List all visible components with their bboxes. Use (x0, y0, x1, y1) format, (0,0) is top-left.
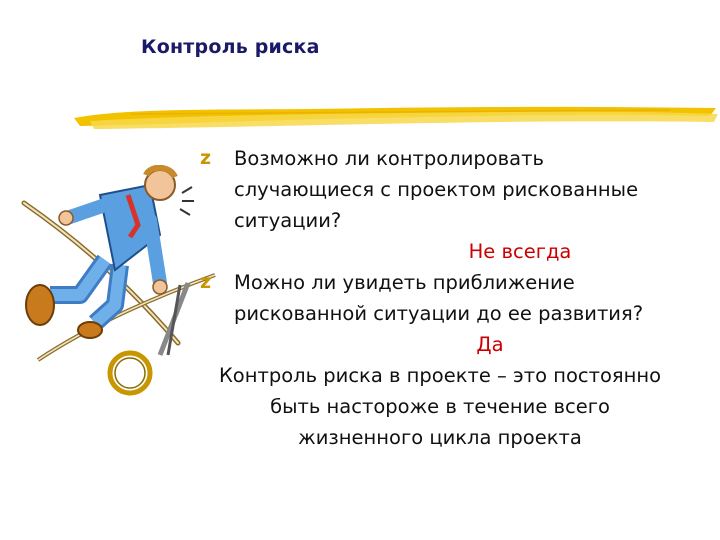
conclusion-text (200, 360, 710, 453)
bullet-question-foresee (200, 267, 710, 329)
bullet-line: Можно ли увидеть приближение (234, 271, 575, 294)
bullet-line: ситуации? (234, 209, 342, 232)
bullet-question-control (200, 143, 710, 236)
brush-stroke-divider (70, 100, 720, 136)
answer-not-always: Не всегда (468, 240, 572, 263)
bullet-icon: z (200, 147, 212, 169)
bullet-line: случающиеся с проектом рискованные (234, 178, 639, 201)
slide-body (200, 143, 710, 453)
answer-yes: Да (476, 333, 504, 356)
conclusion-line: жизненного цикла проекта (298, 426, 582, 449)
bullet-line: рискованной ситуации до ее развития? (234, 302, 644, 325)
slide-title: Контроль риска (141, 36, 320, 58)
bullet-icon: z (200, 271, 212, 293)
conclusion-line: быть настороже в течение всего (270, 395, 610, 418)
tightrope-walker-illustration (10, 165, 220, 405)
bullet-line: Возможно ли контролировать (234, 147, 544, 170)
conclusion-line: Контроль риска в проекте – это постоянно (218, 364, 662, 387)
